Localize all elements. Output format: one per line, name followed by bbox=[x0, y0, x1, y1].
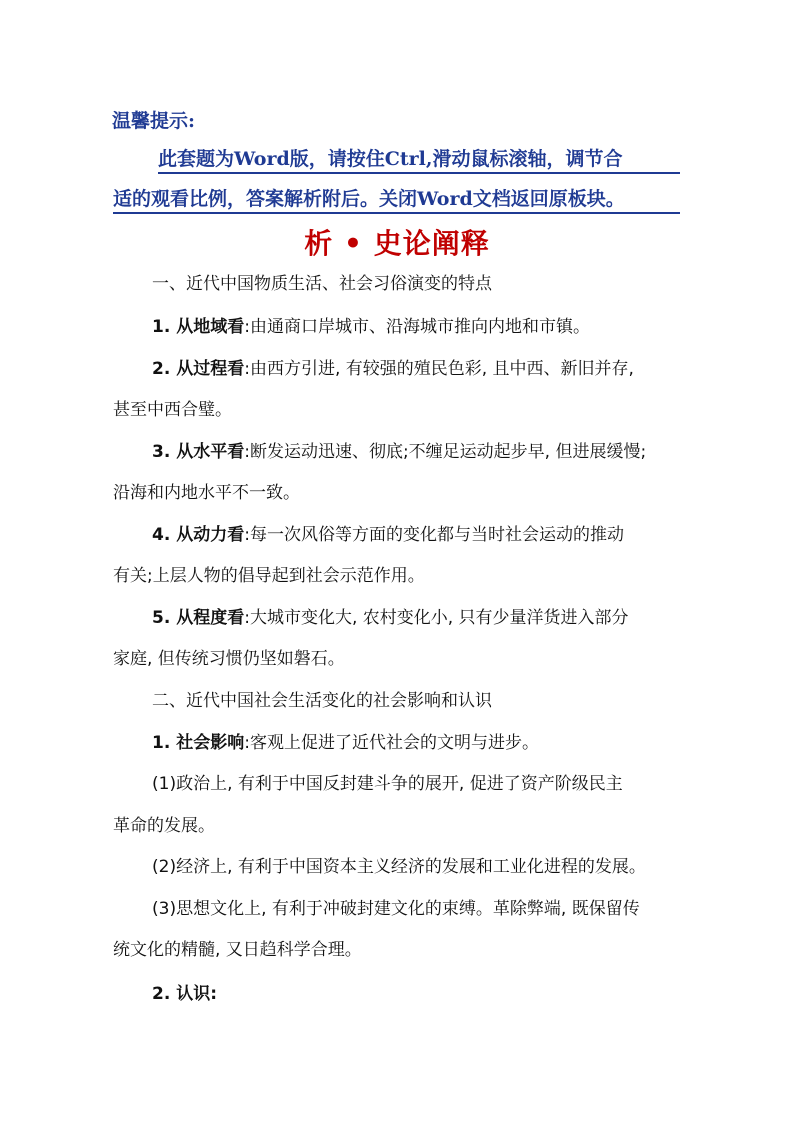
recognition-text: : bbox=[210, 984, 218, 1004]
item-1-text: :由通商口岸城市、沿海城市推向内地和市镇。 bbox=[244, 317, 590, 337]
section1-heading: 一、近代中国物质生活、社会习俗演变的特点 bbox=[152, 274, 492, 294]
item-5-cont: 家庭, 但传统习惯仍坚如磐石。 bbox=[113, 649, 345, 669]
impact-label: 1. 社会影响 bbox=[152, 733, 245, 753]
item-5-label: 5. 从程度看 bbox=[152, 608, 245, 628]
section2-heading: 二、近代中国社会生活变化的社会影响和认识 bbox=[152, 691, 492, 711]
item-4 bbox=[152, 523, 722, 547]
item-3-text: :断发运动迅速、彻底;不缠足运动起步早, 但进展缓慢; bbox=[244, 442, 647, 462]
recognition-label: 2. 认识 bbox=[152, 984, 211, 1004]
item-1-label: 1. 从地域看 bbox=[152, 317, 245, 337]
item-2-cont: 甚至中西合璧。 bbox=[113, 400, 232, 420]
item-1 bbox=[152, 315, 722, 339]
point-1: (1)政治上, 有利于中国反封建斗争的展开, 促进了资产阶级民主 bbox=[152, 774, 623, 794]
item-2-text: :由西方引进, 有较强的殖民色彩, 且中西、新旧并存, bbox=[244, 359, 634, 379]
item-3-label: 3. 从水平看 bbox=[152, 442, 245, 462]
item-3 bbox=[152, 440, 722, 464]
item-3-cont: 沿海和内地水平不一致。 bbox=[113, 483, 300, 503]
point-3: (3)思想文化上, 有利于冲破封建文化的束缚。革除弊端, 既保留传 bbox=[152, 899, 640, 919]
item-4-text: :每一次风俗等方面的变化都与当时社会运动的推动 bbox=[244, 525, 624, 545]
tip-heading: 温馨提示: bbox=[112, 110, 196, 132]
item-2-label: 2. 从过程看 bbox=[152, 359, 245, 379]
section-title: 析 • 史论阐释 bbox=[304, 227, 490, 260]
item-5 bbox=[152, 606, 722, 630]
item-2 bbox=[152, 357, 722, 381]
item-4-label: 4. 从动力看 bbox=[152, 525, 245, 545]
point-1-cont: 革命的发展。 bbox=[113, 816, 215, 836]
impact-text: :客观上促进了近代社会的文明与进步。 bbox=[244, 733, 539, 753]
tip-line-1: 此套题为Word版，请按住Ctrl,滑动鼠标滚轴，调节合 bbox=[158, 146, 680, 174]
impact-line bbox=[152, 731, 722, 755]
point-2: (2)经济上, 有利于中国资本主义经济的发展和工业化进程的发展。 bbox=[152, 857, 646, 877]
tip-line-2: 适的观看比例，答案解析附后。关闭Word文档返回原板块。 bbox=[113, 186, 680, 214]
item-4-cont: 有关;上层人物的倡导起到社会示范作用。 bbox=[113, 566, 425, 586]
point-3-cont: 统文化的精髓, 又日趋科学合理。 bbox=[113, 940, 362, 960]
item-5-text: :大城市变化大, 农村变化小, 只有少量洋货进入部分 bbox=[244, 608, 629, 628]
recognition-line bbox=[152, 982, 722, 1006]
